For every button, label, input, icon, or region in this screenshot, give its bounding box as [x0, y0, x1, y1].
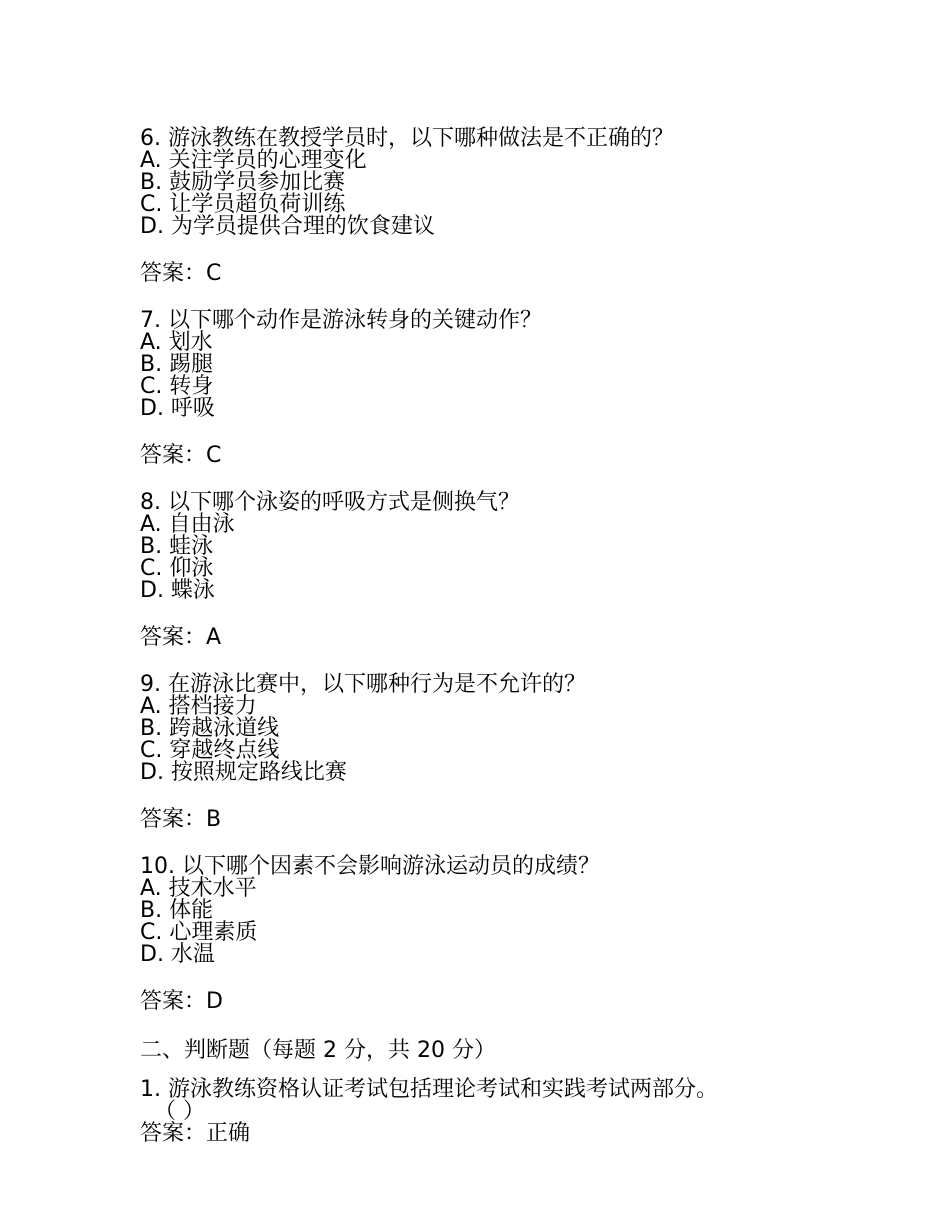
option-d: D. 蝶泳 [140, 578, 215, 603]
question-stem: 10. 以下哪个因素不会影响游泳运动员的成绩？ [140, 854, 600, 879]
option-b: B. 体能 [140, 898, 214, 923]
option-d: D. 呼吸 [140, 396, 215, 421]
question-stem: 1. 游泳教练资格认证考试包括理论考试和实践考试两部分。 [140, 1077, 718, 1102]
answer: 答案：C [140, 261, 222, 286]
question-10 [140, 856, 840, 1015]
answer: 答案：C [140, 443, 222, 468]
option-a: A. 关注学员的心理变化 [140, 148, 367, 173]
answer: 答案：正确 [140, 1121, 251, 1146]
section-title-judgment: 二、判断题（每题 2 分，共 20 分） [140, 1038, 496, 1063]
question-8 [140, 492, 840, 651]
question-stem: 8. 以下哪个泳姿的呼吸方式是侧换气？ [140, 490, 520, 515]
document-body [140, 128, 840, 1146]
option-b: B. 蛙泳 [140, 534, 214, 559]
question-stem: 7. 以下哪个动作是游泳转身的关键动作？ [140, 308, 542, 333]
answer: 答案：A [140, 625, 222, 650]
option-d: D. 水温 [140, 942, 215, 967]
option-b: B. 踢腿 [140, 352, 214, 377]
option-d: D. 按照规定路线比赛 [140, 760, 347, 785]
judgment-question-1 [140, 1078, 840, 1146]
option-d: D. 为学员提供合理的饮食建议 [140, 214, 435, 239]
question-stem: 6. 游泳教练在教授学员时，以下哪种做法是不正确的？ [140, 126, 674, 151]
option-c: C. 让学员超负荷训练 [140, 192, 346, 217]
option-a: A. 技术水平 [140, 876, 257, 901]
option-c: C. 仰泳 [140, 556, 214, 581]
option-b: B. 鼓励学员参加比赛 [140, 170, 346, 195]
option-a: A. 划水 [140, 330, 213, 355]
answer: 答案：B [140, 807, 222, 832]
answer-blank: （ ） [154, 1099, 205, 1124]
option-c: C. 穿越终点线 [140, 738, 280, 763]
option-c: C. 心理素质 [140, 920, 258, 945]
option-a: A. 自由泳 [140, 512, 235, 537]
question-6 [140, 128, 840, 287]
answer: 答案：D [140, 989, 223, 1014]
question-stem: 9. 在游泳比赛中，以下哪种行为是不允许的？ [140, 672, 586, 697]
option-c: C. 转身 [140, 374, 214, 399]
option-a: A. 搭档接力 [140, 694, 257, 719]
question-9 [140, 674, 840, 833]
question-7 [140, 310, 840, 469]
option-b: B. 跨越泳道线 [140, 716, 280, 741]
